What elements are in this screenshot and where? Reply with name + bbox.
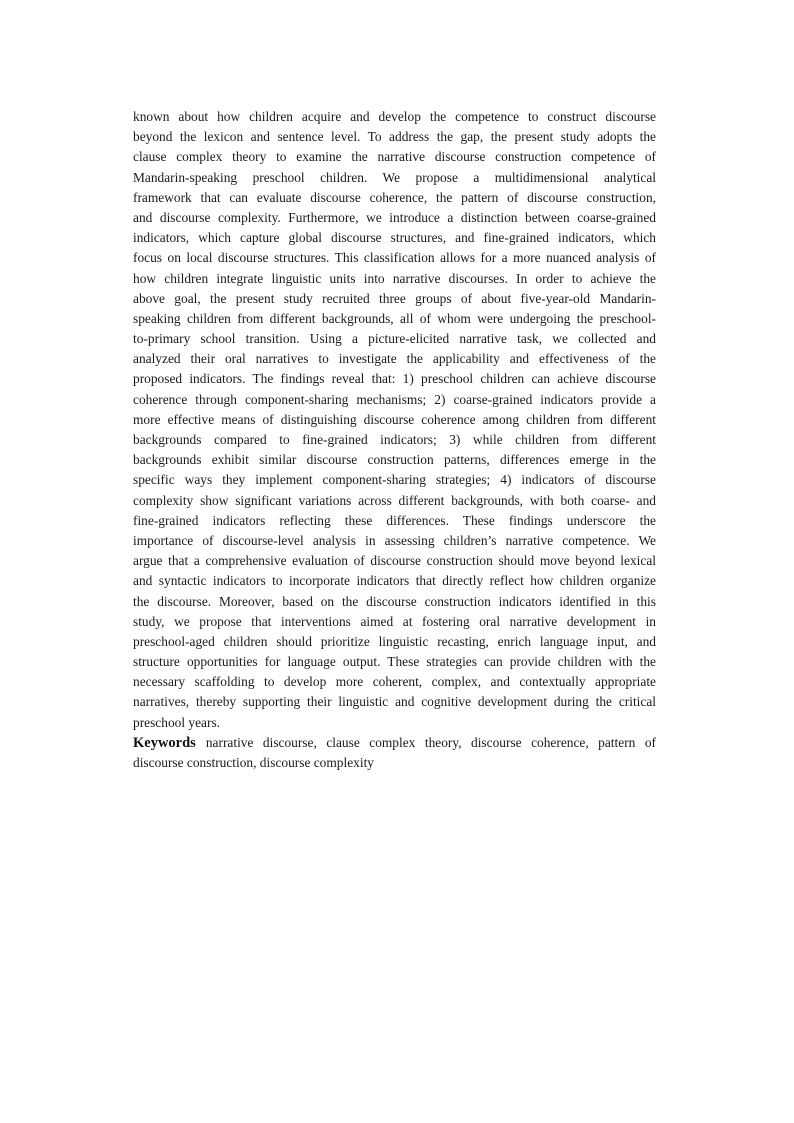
keywords-section: [133, 733, 656, 773]
abstract-line: backgrounds exhibit similar discourse construction patterns, differences emerge in the: [133, 452, 656, 468]
abstract-line: how children integrate linguistic units into narrative discourses. In order to achieve the: [133, 270, 656, 286]
abstract-line: beyond the lexicon and sentence level. To address the gap, the present study adopts the: [133, 129, 656, 145]
abstract-line: indicators, which capture global discourse structures, and fine-grained indicators, which: [133, 230, 656, 246]
abstract-line: the discourse. Moreover, based on the discourse construction indicators identified in this: [133, 593, 656, 609]
abstract-line: and syntactic indicators to incorporate indicators that directly reflect how children organize: [133, 573, 656, 589]
page-content: [133, 107, 656, 773]
keywords-text-1: narrative discourse, clause complex theory, discourse coherence, pattern of: [205, 734, 656, 750]
abstract-line: to-primary school transition. Using a picture-elicited narrative task, we collected and: [133, 331, 656, 347]
abstract-line: known about how children acquire and develop the competence to construct discourse: [133, 109, 656, 124]
abstract-line: structure opportunities for language output. These strategies can provide children with the: [133, 654, 656, 670]
abstract-line: more effective means of distinguishing discourse coherence among children from different: [133, 411, 656, 427]
abstract-line: preschool years.: [133, 714, 221, 730]
keywords-line-1: [133, 733, 656, 753]
abstract-line: and discourse complexity. Furthermore, we introduce a distinction between coarse-grained: [133, 209, 656, 225]
abstract-line: coherence through component-sharing mechanisms; 2) coarse-grained indicators provide a: [133, 391, 656, 407]
abstract-line: fine-grained indicators reflecting these differences. These findings underscore the: [133, 512, 656, 528]
abstract-line: above goal, the present study recruited three groups of about five-year-old Mandarin-: [133, 290, 656, 306]
abstract-line: narratives, thereby supporting their linguistic and cognitive development during the critical: [133, 694, 656, 710]
abstract-body: [133, 107, 656, 733]
abstract-line: proposed indicators. The findings reveal that: 1) preschool children can achieve discourse: [133, 371, 656, 387]
abstract-line: clause complex theory to examine the narrative discourse construction competence of: [133, 149, 656, 165]
abstract-line: focus on local discourse structures. This classification allows for a more nuanced analysis of: [133, 250, 656, 266]
keywords-label: Keywords: [133, 734, 196, 751]
abstract-line: argue that a comprehensive evaluation of discourse construction should move beyond lexical: [133, 553, 656, 569]
abstract-line: specific ways they implement component-sharing strategies; 4) indicators of discourse: [133, 472, 656, 488]
abstract-line: complexity show significant variations across different backgrounds, with both coarse- and: [133, 492, 656, 508]
abstract-line: importance of discourse-level analysis in assessing children’s narrative competence. We: [133, 532, 656, 548]
abstract-line: study, we propose that interventions aimed at fostering oral narrative development in: [133, 613, 656, 629]
abstract-line: backgrounds compared to fine-grained indicators; 3) while children from different: [133, 432, 656, 447]
abstract-line: preschool-aged children should prioritize linguistic recasting, enrich language input, and: [133, 633, 656, 649]
keywords-line-2: discourse construction, discourse complexity: [133, 755, 374, 770]
abstract-line: Mandarin-speaking preschool children. We propose a multidimensional analytical: [133, 169, 656, 185]
abstract-line: necessary scaffolding to develop more coherent, complex, and contextually appropriate: [133, 674, 656, 690]
abstract-line: speaking children from different backgrounds, all of whom were undergoing the preschool-: [133, 310, 656, 326]
abstract-line: framework that can evaluate discourse coherence, the pattern of discourse construction,: [133, 189, 656, 205]
abstract-line: analyzed their oral narratives to investigate the applicability and effectiveness of the: [133, 351, 656, 367]
